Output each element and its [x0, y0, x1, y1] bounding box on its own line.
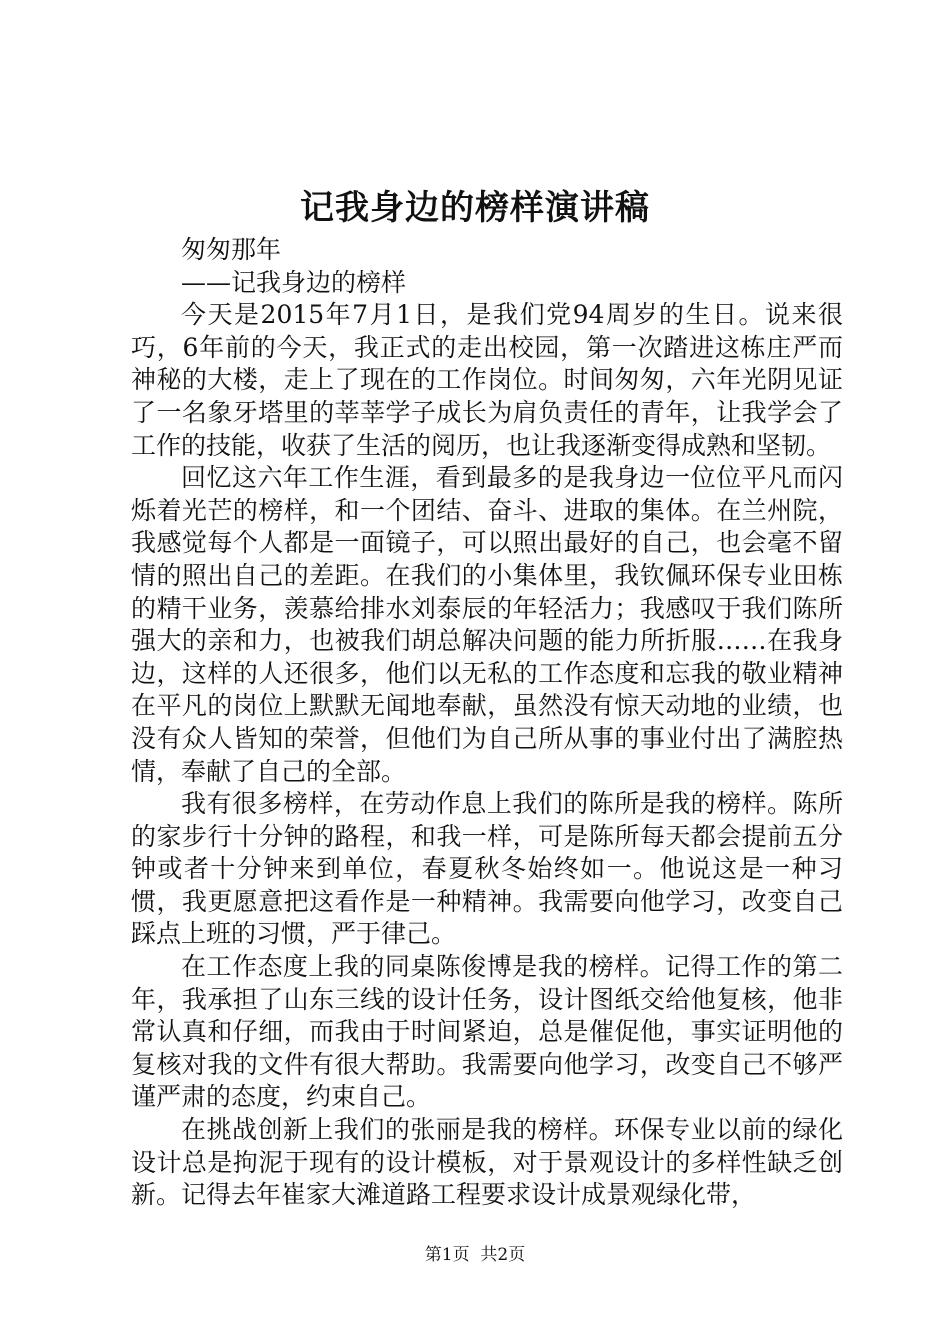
page-total: 共2页 [480, 1245, 526, 1265]
paragraph: 回忆这六年工作生涯，看到最多的是我身边一位位平凡而闪烁着光芒的榜样，和一个团结、奋斗、进取的集体。在兰州院，我感觉每个人都是一面镜子，可以照出最好的自己，也会毫不留情的照出自己的差距。在我们的小集体里，我钦佩环保专业田栋的精干业务，羡慕给排水刘泰辰的年轻活力；我感叹于我们陈所强大的亲和力，也被我们胡总解决问题的能力所折服……在我身边，这样的人还很多，他们以无私的工作态度和忘我的敬业精神在平凡的岗位上默默无闻地奉献，虽然没有惊天动地的业绩，也没有众人皆知的荣誉，但他们为自己所从事的事业付出了满腔热情，奉献了自己的全部。 [131, 463, 843, 786]
paragraph: 在工作态度上我的同桌陈俊博是我的榜样。记得工作的第二年，我承担了山东三线的设计任务，设计图纸交给他复核，他非常认真和仔细，而我由于时间紧迫，总是催促他，事实证明他的复核对我的文件有很大帮助。我需要向他学习，改变自己不够严谨严肃的态度，约束自己。 [131, 952, 843, 1112]
paragraph: 我有很多榜样，在劳动作息上我们的陈所是我的榜样。陈所的家步行十分钟的路程，和我一样，可是陈所每天都会提前五分钟或者十分钟来到单位，春夏秋冬始终如一。他说这是一种习惯，我更愿意把这看作是一种精神。我需要向他学习，改变自己踩点上班的习惯，严于律己。 [131, 789, 843, 949]
page-footer [0, 1244, 950, 1266]
paragraph: 今天是2015年7月1日，是我们党94周岁的生日。说来很巧，6年前的今天，我正式的走出校园，第一次踏进这栋庄严而神秘的大楼，走上了现在的工作岗位。时间匆匆，六年光阴见证了一名象牙塔里的莘莘学子成长为肩负责任的青年，让我学会了工作的技能，收获了生活的阅历，也让我逐渐变得成熟和坚韧。 [131, 300, 843, 460]
paragraph: 在挑战创新上我们的张丽是我的榜样。环保专业以前的绿化设计总是拘泥于现有的设计模板，对于景观设计的多样性缺乏创新。记得去年崔家大滩道路工程要求设计成景观绿化带， [131, 1115, 843, 1210]
document-body [131, 234, 843, 1212]
page-number: 第1页 [424, 1245, 470, 1265]
document-title: 记我身边的榜样演讲稿 [300, 188, 650, 228]
paragraph-subtitle-2: ——记我身边的榜样 [181, 267, 407, 297]
paragraph-subtitle-1: 匆匆那年 [181, 235, 282, 264]
